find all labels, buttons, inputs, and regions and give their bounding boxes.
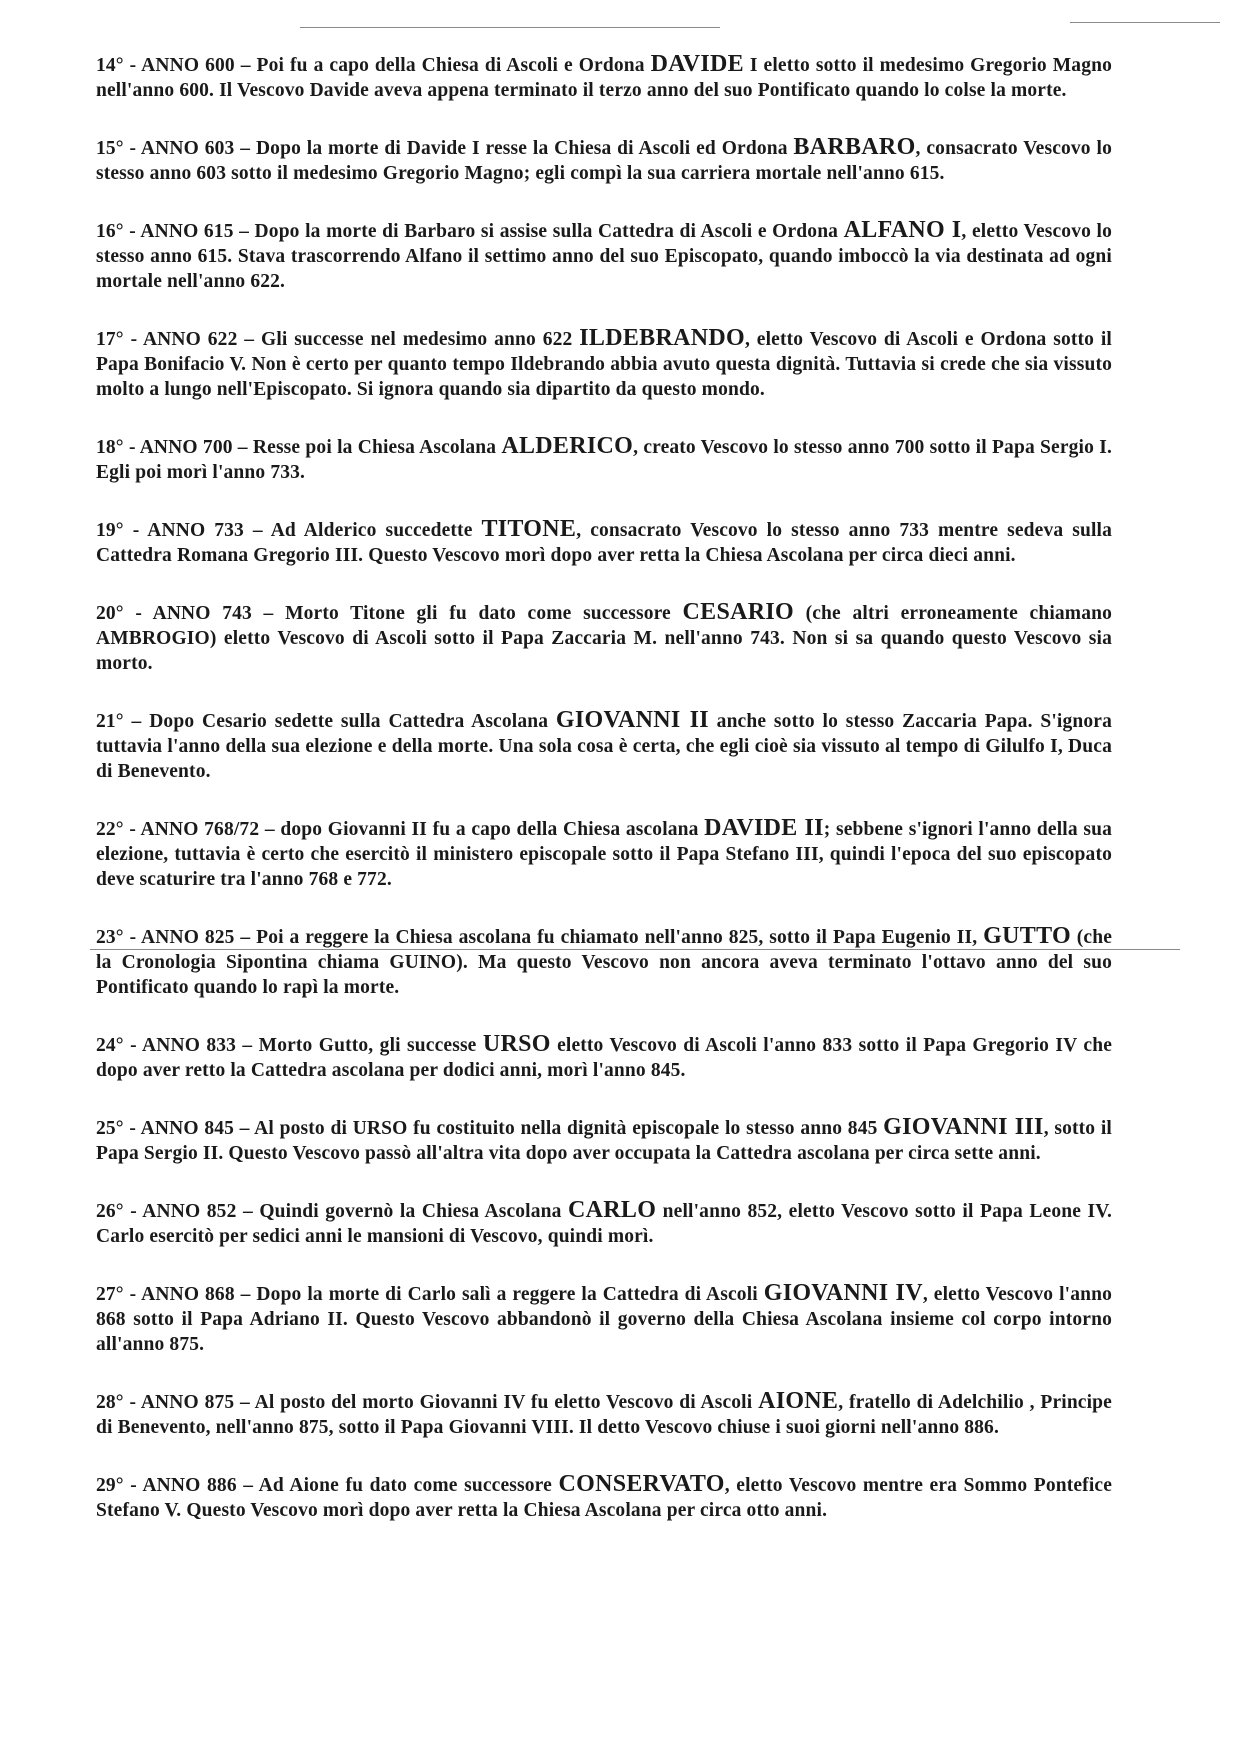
scan-edge-line-top-left xyxy=(300,27,720,28)
entry-text: (che altri erroneamente chiamano AMBROGIO) eletto Vescovo di Ascoli sotto il Papa Zaccaria M. nell'anno 743. Non si sa quando questo Vescovo sia morto. xyxy=(96,603,1112,674)
entry-text: , sotto il Papa Sergio II. Questo Vescovo passò all'altra vita dopo aver occupata la Cattedra ascolana per circa sette anni. xyxy=(96,1118,1113,1164)
entry-text: nell'anno 852, eletto Vescovo sotto il Papa Leone IV. Carlo esercitò per sedici anni le mansioni di Vescovo, quindi morì. xyxy=(96,1201,1112,1247)
bishop-name: ILDEBRANDO xyxy=(579,325,745,351)
bishop-name: CARLO xyxy=(568,1197,657,1223)
bishop-name: ALFANO I xyxy=(843,217,962,243)
entry-text: 23° - ANNO 825 – Poi a reggere la Chiesa ascolana fu chiamato nell'anno 825, sotto il Papa Eugenio II, xyxy=(96,927,984,948)
bishop-entry-27 xyxy=(96,1281,1112,1357)
bishop-name: GIOVANNI III xyxy=(883,1114,1044,1140)
entry-text: 16° - ANNO 615 – Dopo la morte di Barbaro si assise sulla Cattedra di Ascoli e Ordona xyxy=(96,221,844,242)
bishop-name: GUTTO xyxy=(983,923,1071,949)
entry-text: 21° – Dopo Cesario sedette sulla Cattedra Ascolana xyxy=(96,711,556,732)
entry-text: 24° - ANNO 833 – Morto Gutto, gli successe xyxy=(96,1035,483,1056)
bishop-name: BARBARO xyxy=(793,134,916,160)
document-page xyxy=(96,52,1112,1555)
scan-edge-line-top-right xyxy=(1070,22,1220,23)
entry-text: 14° - ANNO 600 – Poi fu a capo della Chiesa di Ascoli e Ordona xyxy=(96,55,651,76)
bishop-entry-26 xyxy=(96,1198,1112,1249)
entry-text: , consacrato Vescovo lo stesso anno 733 mentre sedeva sulla Cattedra Romana Gregorio III. Questo Vescovo morì dopo aver retta la Chiesa Ascolana per circa dieci anni. xyxy=(96,520,1112,566)
entry-text: 29° - ANNO 886 – Ad Aione fu dato come successore xyxy=(96,1475,559,1496)
entry-text: 18° - ANNO 700 – Resse poi la Chiesa Ascolana xyxy=(96,437,502,458)
entry-text: 17° - ANNO 622 – Gli successe nel medesimo anno 622 xyxy=(96,329,580,350)
bishop-name: TITONE xyxy=(481,516,577,542)
entry-text: ; sebbene s'ignori l'anno della sua elezione, tuttavia è certo che esercitò il ministero episcopale sotto il Papa Stefano III, quindi l'epoca del suo episcopato deve scaturire tra l'anno 768 e 772. xyxy=(96,819,1112,890)
bishop-name: ALDERICO xyxy=(501,433,634,459)
entry-text: eletto Vescovo di Ascoli l'anno 833 sotto il Papa Gregorio IV che dopo aver retto la Cattedra ascolana per dodici anni, morì l'anno 845. xyxy=(96,1035,1112,1081)
entry-text: , fratello di Adelchilio , Principe di Benevento, nell'anno 875, sotto il Papa Giovanni VIII. Il detto Vescovo chiuse i suoi giorni nell'anno 886. xyxy=(96,1392,1112,1438)
bishop-entry-22 xyxy=(96,816,1112,892)
entry-text: 27° - ANNO 868 – Dopo la morte di Carlo salì a reggere la Cattedra di Ascoli xyxy=(96,1284,764,1305)
bishop-entry-23 xyxy=(96,924,1112,1000)
entry-text: , eletto Vescovo di Ascoli e Ordona sotto il Papa Bonifacio V. Non è certo per quanto tempo Ildebrando abbia avuto questa dignità. Tuttavia si crede che sia vissuto molto a lungo nell'Episcopato. Si ignora quando sia dipartito da questo mondo. xyxy=(96,329,1112,400)
bishop-name: AIONE xyxy=(758,1388,839,1414)
entry-text: 28° - ANNO 875 – Al posto del morto Giovanni IV fu eletto Vescovo di Ascoli xyxy=(96,1392,759,1413)
bishop-name: CESARIO xyxy=(682,599,794,625)
bishop-entry-19 xyxy=(96,517,1112,568)
bishop-name: DAVIDE xyxy=(650,51,744,77)
bishop-entry-15 xyxy=(96,135,1112,186)
entry-text: , eletto Vescovo l'anno 868 sotto il Papa Adriano II. Questo Vescovo abbandonò il governo della Chiesa Ascolana insieme col corpo intorno all'anno 875. xyxy=(96,1284,1112,1355)
bishop-entry-24 xyxy=(96,1032,1112,1083)
bishop-entry-29 xyxy=(96,1472,1112,1523)
bishop-entry-28 xyxy=(96,1389,1112,1440)
entry-text: anche sotto lo stesso Zaccaria Papa. S'ignora tuttavia l'anno della sua elezione e della morte. Una sola cosa è certa, che egli cioè sia vissuto al tempo di Gilulfo I, Duca di Benevento. xyxy=(96,711,1113,782)
bishop-name: DAVIDE II xyxy=(704,815,824,841)
bishop-entry-25 xyxy=(96,1115,1112,1166)
bishop-entry-18 xyxy=(96,434,1112,485)
entry-text: 20° - ANNO 743 – Morto Titone gli fu dato come successore xyxy=(96,603,683,624)
entry-text: , consacrato Vescovo lo stesso anno 603 sotto il medesimo Gregorio Magno; egli compì la sua carriera mortale nell'anno 615. xyxy=(96,138,1112,184)
bishop-name: CONSERVATO xyxy=(558,1471,725,1497)
entry-text: 22° - ANNO 768/72 – dopo Giovanni II fu a capo della Chiesa ascolana xyxy=(96,819,705,840)
bishop-name: URSO xyxy=(482,1031,551,1057)
entry-text: , creato Vescovo lo stesso anno 700 sotto il Papa Sergio I. Egli poi morì l'anno 733. xyxy=(96,437,1112,483)
bishop-entry-20 xyxy=(96,600,1112,676)
bishop-name: GIOVANNI II xyxy=(555,707,709,733)
entry-text: , eletto Vescovo lo stesso anno 615. Stava trascorrendo Alfano il settimo anno del suo Episcopato, quando imboccò la via destinata ad ogni mortale nell'anno 622. xyxy=(96,221,1112,292)
entry-text: 25° - ANNO 845 – Al posto di URSO fu costituito nella dignità episcopale lo stesso anno 845 xyxy=(96,1118,884,1139)
entry-text: 19° - ANNO 733 – Ad Alderico succedette xyxy=(96,520,482,541)
entry-text: I eletto sotto il medesimo Gregorio Magno nell'anno 600. Il Vescovo Davide aveva appena terminato il terzo anno del suo Pontificato quando lo colse la morte. xyxy=(96,55,1112,101)
bishop-entry-21 xyxy=(96,708,1112,784)
bishop-entry-14 xyxy=(96,52,1112,103)
entry-text: 15° - ANNO 603 – Dopo la morte di Davide I resse la Chiesa di Ascoli ed Ordona xyxy=(96,138,794,159)
entry-text: (che la Cronologia Sipontina chiama GUINO). Ma questo Vescovo non ancora aveva terminato l'ottavo anno del suo Pontificato quando lo rapì la morte. xyxy=(96,927,1112,998)
entry-text: , eletto Vescovo mentre era Sommo Pontefice Stefano V. Questo Vescovo morì dopo aver retta la Chiesa Ascolana per circa otto anni. xyxy=(96,1475,1113,1521)
entry-text: 26° - ANNO 852 – Quindi governò la Chiesa Ascolana xyxy=(96,1201,569,1222)
bishop-entry-17 xyxy=(96,326,1112,402)
bishop-name: GIOVANNI IV xyxy=(763,1280,923,1306)
bishop-entry-16 xyxy=(96,218,1112,294)
